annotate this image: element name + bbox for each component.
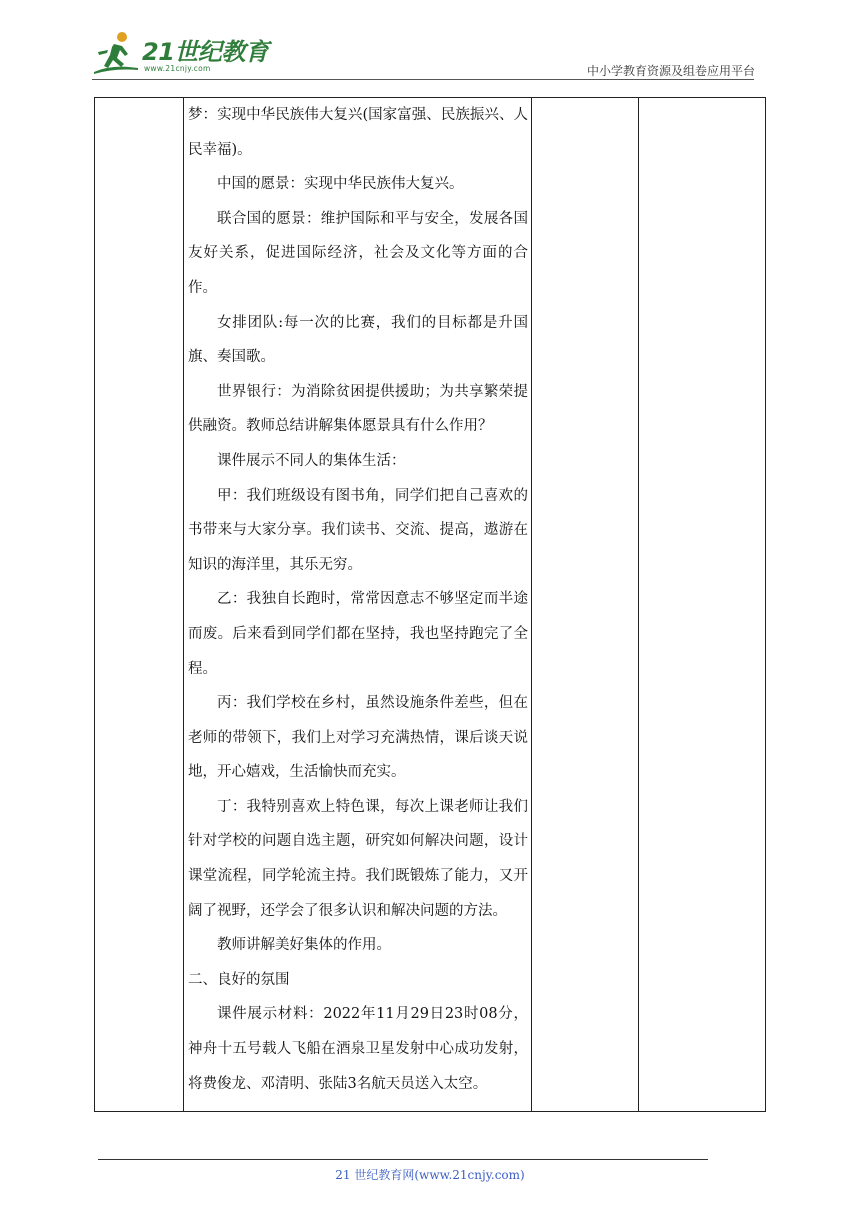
site-logo[interactable]: [92, 30, 269, 78]
content-paragraph: 甲：我们班级设有图书角，同学们把自己喜欢的书带来与大家分享。我们读书、交流、提高，遨游在知识的海洋里，其乐无穷。: [188, 487, 528, 573]
content-paragraph: 梦：实现中华民族伟大复兴(国家富强、民族振兴、人民幸福)。: [188, 107, 528, 158]
column-divider: [638, 98, 639, 1111]
runner-logo-icon: [92, 30, 140, 76]
logo-url: www.21cnjy.com: [144, 64, 211, 73]
content-paragraph: 丙：我们学校在乡村，虽然设施条件差些，但在老师的带领下，我们上对学习充满热情，课后谈天说地，开心嬉戏，生活愉快而充实。: [188, 695, 528, 781]
platform-tagline: 中小学教育资源及组卷应用平台: [586, 64, 755, 78]
content-paragraph: 乙：我独自长跑时，常常因意志不够坚定而半途而废。后来看到同学们都在坚持，我也坚持跑完了全程。: [188, 591, 528, 677]
content-paragraph: 教师讲解美好集体的作用。: [217, 937, 391, 954]
page-header: [0, 0, 860, 80]
content-paragraph: 丁：我特别喜欢上特色课，每次上课老师让我们针对学校的问题自选主题，研究如何解决问题，设计课堂流程，同学轮流主持。我们既锻炼了能力，又开阔了视野，还学会了很多认识和解决问题的方法。: [188, 798, 528, 919]
content-paragraph: 课件展示不同人的集体生活：: [217, 452, 406, 469]
logo-text: 21世纪教育: [142, 38, 269, 66]
content-paragraph: 中国的愿景：实现中华民族伟大复兴。: [217, 176, 464, 193]
header-divider: [92, 79, 754, 80]
content-paragraph: 女排团队:每一次的比赛，我们的目标都是升国旗、奏国歌。: [188, 314, 528, 366]
column-divider: [531, 98, 532, 1111]
footer-link[interactable]: 21 世纪教育网(www.21cnjy.com): [335, 1168, 525, 1182]
content-paragraph: 联合国的愿景：维护国际和平与安全，发展各国友好关系，促进国际经济，社会及文化等方面的合作。: [188, 210, 528, 296]
content-paragraph: 二、良好的氛围: [188, 971, 290, 988]
content-paragraph: 课件展示材料：2022年11月29日23时08分，神舟十五号载人飞船在酒泉卫星发射中心成功发射，将费俊龙、邓清明、张陆3名航天员送入太空。: [188, 1006, 528, 1092]
lesson-content: [188, 98, 528, 1101]
content-paragraph: 世界银行：为消除贫困提供援助；为共享繁荣提供融资。教师总结讲解集体愿景具有什么作用？: [188, 383, 528, 435]
column-divider: [183, 98, 184, 1111]
footer-divider: [98, 1159, 708, 1160]
